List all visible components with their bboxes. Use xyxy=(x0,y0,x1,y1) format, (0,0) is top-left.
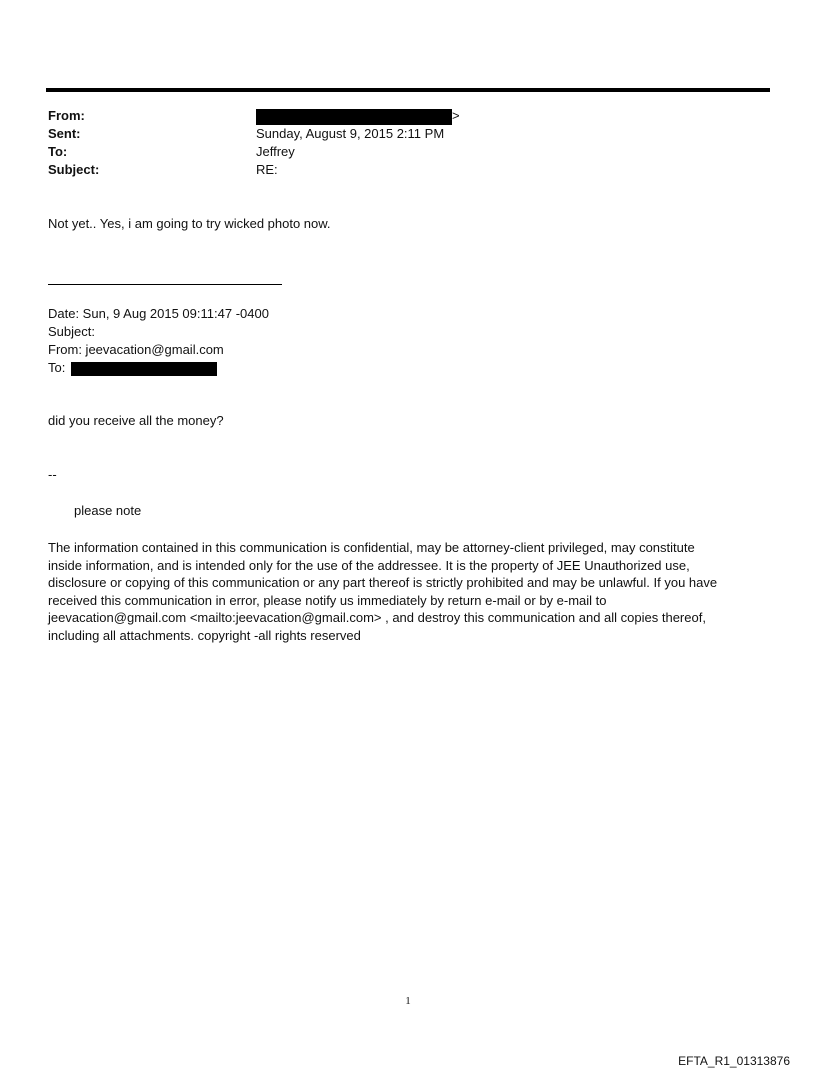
sent-label: Sent: xyxy=(48,126,81,141)
quoted-to-row xyxy=(48,359,217,377)
sent-value: Sunday, August 9, 2015 2:11 PM xyxy=(256,126,445,141)
subject-label: Subject: xyxy=(48,162,100,177)
quoted-body: did you receive all the money? xyxy=(48,413,224,428)
from-label: From: xyxy=(48,108,85,123)
signature-dash: -- xyxy=(48,467,57,482)
from-value xyxy=(256,107,460,125)
page-number: 1 xyxy=(405,995,411,1007)
redaction-block xyxy=(256,109,452,125)
to-label: To: xyxy=(48,144,68,159)
to-value: Jeffrey xyxy=(256,144,295,159)
disclaimer-line: jeevacation@gmail.com <mailto:jeevacation@gmail.com> , and destroy this communication and all copies thereof, xyxy=(48,610,706,625)
subject-value: RE: xyxy=(256,162,278,177)
reply-text: Not yet.. Yes, i am going to try wicked photo now. xyxy=(48,216,331,231)
quote-separator xyxy=(48,284,282,285)
disclaimer-line: The information contained in this communication is confidential, may be attorney-client privileged, may constitute xyxy=(48,540,695,555)
document-id: EFTA_R1_01313876 xyxy=(678,1054,790,1068)
disclaimer-line: including all attachments. copyright -all rights reserved xyxy=(48,627,361,643)
disclaimer-line: disclosure or copying of this communication or any part thereof is strictly prohibited and may be unlawful. If you have xyxy=(48,575,718,590)
disclaimer-line: received this communication in error, please notify us immediately by return e-mail or by e-mail to xyxy=(48,592,607,608)
quoted-subject: Subject: xyxy=(48,324,95,339)
disclaimer-block xyxy=(48,539,768,644)
redaction-block xyxy=(71,362,217,376)
please-note: please note xyxy=(74,503,142,518)
quoted-date: Date: Sun, 9 Aug 2015 09:11:47 -0400 xyxy=(48,306,269,321)
from-suffix: > xyxy=(452,108,460,123)
disclaimer-line: inside information, and is intended only for the use of the addressee. It is the property of JEE Unauthorized use, xyxy=(48,557,690,573)
quoted-from: From: jeevacation@gmail.com xyxy=(48,342,224,357)
header-rule xyxy=(46,88,770,92)
quoted-to-label: To: xyxy=(48,360,66,375)
